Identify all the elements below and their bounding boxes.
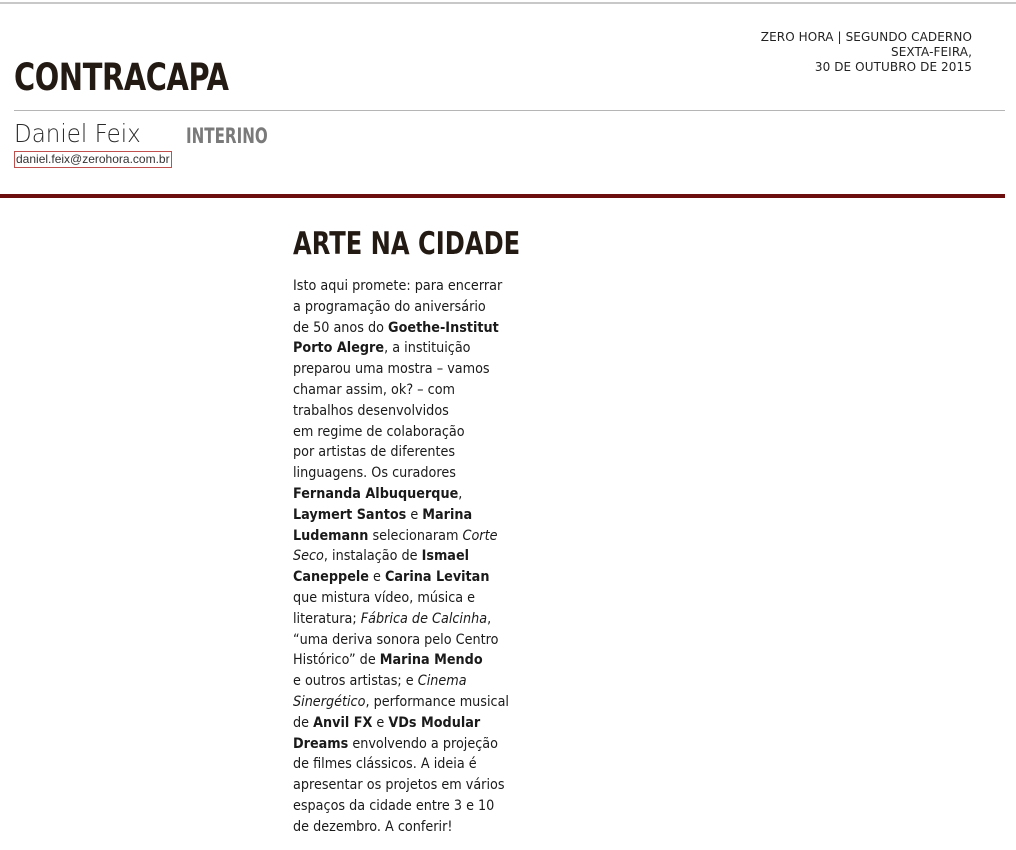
article-work-title: Fábrica de Calcinha [360,610,488,627]
article-work-title: Sinergético [293,693,366,710]
article-line [293,754,513,775]
article-text: , [458,485,463,502]
article-line [293,526,513,547]
author-role: INTERINO [186,124,268,148]
article-text: trabalhos desenvolvidos [293,402,449,419]
article-line [293,359,513,380]
article-bold-name: Dreams [293,735,349,752]
article-text: , a instituição [384,340,471,357]
article-bold-name: Carina Levitan [384,569,490,586]
article-work-title: Seco [293,548,324,565]
article-line [293,796,513,817]
article-line [293,484,513,505]
author-email-link[interactable]: daniel.feix@zerohora.com.br [16,152,170,166]
article-headline: ARTE NA CIDADE [293,226,521,262]
section-title: CONTRACAPA [14,56,229,99]
article-line [293,671,513,692]
article-bold-name: Marina Mendo [379,652,483,669]
article-text: envolvendo a projeção [348,735,498,752]
article-line [293,338,513,359]
article-text: por artistas de diferentes [293,444,456,461]
article-bold-name: Anvil FX [313,714,373,731]
article-bold-name: Goethe-Institut [388,319,499,336]
article-text: , performance musical [365,693,509,710]
article-text: linguagens. Os curadores [293,465,456,482]
article-text: a programação do aniversário [293,298,486,315]
article-text: de 50 anos do [293,319,389,336]
article-text: “uma deriva sonora pelo Centro [293,631,499,648]
article-text: , instalação de [323,548,422,565]
article-line [293,297,513,318]
article-bold-name: Caneppele [293,569,369,586]
article-text: de dezembro. A conferir! [293,818,453,835]
article-text: Histórico” de [293,652,380,669]
top-divider [0,2,1016,4]
article-text: e [372,714,389,731]
article-line [293,775,513,796]
article-line [293,380,513,401]
article-line [293,318,513,339]
article-line [293,817,513,838]
article-text: Isto aqui promete: para encerrar [293,278,503,294]
article-line [293,463,513,484]
article-work-title: Corte [462,527,498,544]
article-line [293,276,513,297]
article-text: de filmes clássicos. A ideia é [293,756,477,773]
article-line [293,401,513,422]
article-line [293,442,513,463]
article-bold-name: Laymert Santos [293,506,407,523]
article-line [293,713,513,734]
publication-date: 30 DE OUTUBRO DE 2015 [814,60,972,74]
article-text: chamar assim, ok? – com [293,381,456,398]
article-text: espaços da cidade entre 3 e 10 [293,797,495,814]
article-line [293,505,513,526]
article-line [293,650,513,671]
article-line [293,546,513,567]
article-work-title: Cinema [417,673,467,690]
article-line [293,422,513,443]
article-line [293,567,513,588]
article-text: preparou uma mostra – vamos [293,361,490,378]
article-line [293,692,513,713]
article-bold-name: Marina [422,506,473,523]
article-text: em regime de colaboração [293,423,465,440]
publication-name: ZERO HORA | SEGUNDO CADERNO [760,30,972,44]
publication-weekday: SEXTA-FEIRA, [891,45,972,59]
article-text: , [487,610,492,627]
article-text: que mistura vídeo, música e [293,589,476,606]
article [293,224,533,835]
article-text: literatura; [293,610,361,627]
article-text: e outros artistas; e [293,673,418,690]
article-bold-name: Porto Alegre [293,340,385,357]
article-text: selecionaram [368,527,463,544]
author-name: Daniel Feix [14,119,141,148]
article-text: e [406,506,423,523]
publication-info [761,30,972,75]
article-line [293,734,513,755]
header-bottom-rule [0,194,1005,198]
article-bold-name: VDs Modular [388,714,481,731]
article-bold-name: Fernanda Albuquerque [293,485,459,502]
article-line [293,630,513,651]
article-body [293,276,533,838]
article-line [293,609,513,630]
article-bold-name: Ismael [421,548,470,565]
article-text: apresentar os projetos em vários [293,777,505,794]
section-divider [14,110,1005,111]
article-line [293,588,513,609]
article-bold-name: Ludemann [293,527,369,544]
article-text: de [293,714,314,731]
article-text: e [368,569,385,586]
